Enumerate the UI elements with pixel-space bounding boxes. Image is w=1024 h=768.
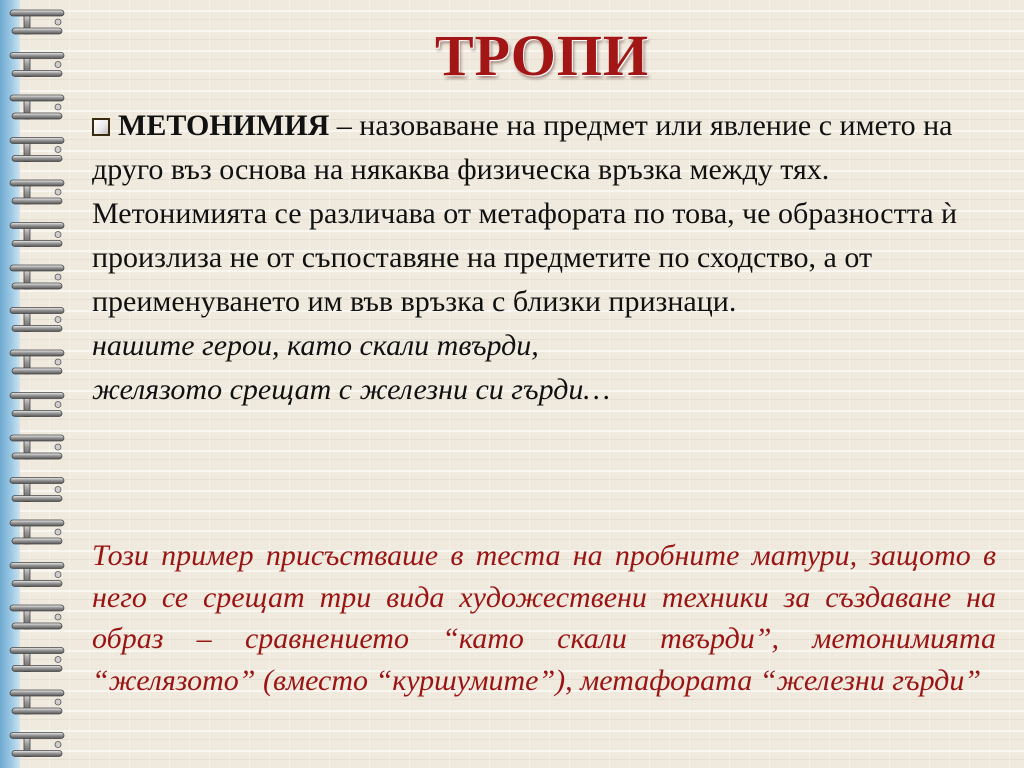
definition-paragraph bbox=[92, 104, 1000, 324]
binding-rings bbox=[0, 0, 68, 768]
spiral-ring-icon bbox=[10, 563, 64, 587]
spiral-ring-icon bbox=[10, 435, 64, 459]
definition-text: – назоваване на предмет или явление с името на друго въз основа на някаква физическа връзка между тях. Метонимията се различава от метафората по това, че образността ѝ произлиза не от съпоставяне на предметите по сходство, а от преименуването им във връзка с близки признаци. bbox=[92, 109, 958, 318]
spiral-ring-icon bbox=[10, 265, 64, 289]
spiral-ring-icon bbox=[10, 138, 64, 162]
spiral-ring-icon bbox=[10, 95, 64, 119]
spiral-ring-icon bbox=[10, 648, 64, 672]
definition-block bbox=[92, 104, 1000, 412]
spiral-ring-icon bbox=[10, 223, 64, 247]
spiral-ring-icon bbox=[10, 605, 64, 629]
notebook-binding bbox=[0, 0, 68, 768]
spiral-ring-icon bbox=[10, 478, 64, 502]
spiral-ring-icon bbox=[10, 520, 64, 544]
example-line-1: нашите герои, като скали твърди, bbox=[92, 329, 539, 362]
spiral-ring-icon bbox=[10, 180, 64, 204]
spiral-ring-icon bbox=[10, 733, 64, 757]
slide-title: ТРОПИ bbox=[434, 23, 650, 88]
term: МЕТОНИМИЯ bbox=[118, 109, 330, 142]
spiral-ring-icon bbox=[10, 350, 64, 374]
spiral-ring-icon bbox=[10, 308, 64, 332]
spiral-ring-icon bbox=[10, 690, 64, 714]
spiral-ring-icon bbox=[10, 393, 64, 417]
note-paragraph: Този пример присъстваше в теста на пробните матури, защото в него се срещат три вида художествени техники за създаване на образ – сравнението “като скали твърди”, метонимията “желязото” (вместо “куршумите”), метафората “железни гърди” bbox=[92, 539, 996, 697]
example-line-2: желязото срещат с железни си гърди… bbox=[92, 373, 611, 406]
checkbox-bullet-icon bbox=[92, 118, 110, 136]
